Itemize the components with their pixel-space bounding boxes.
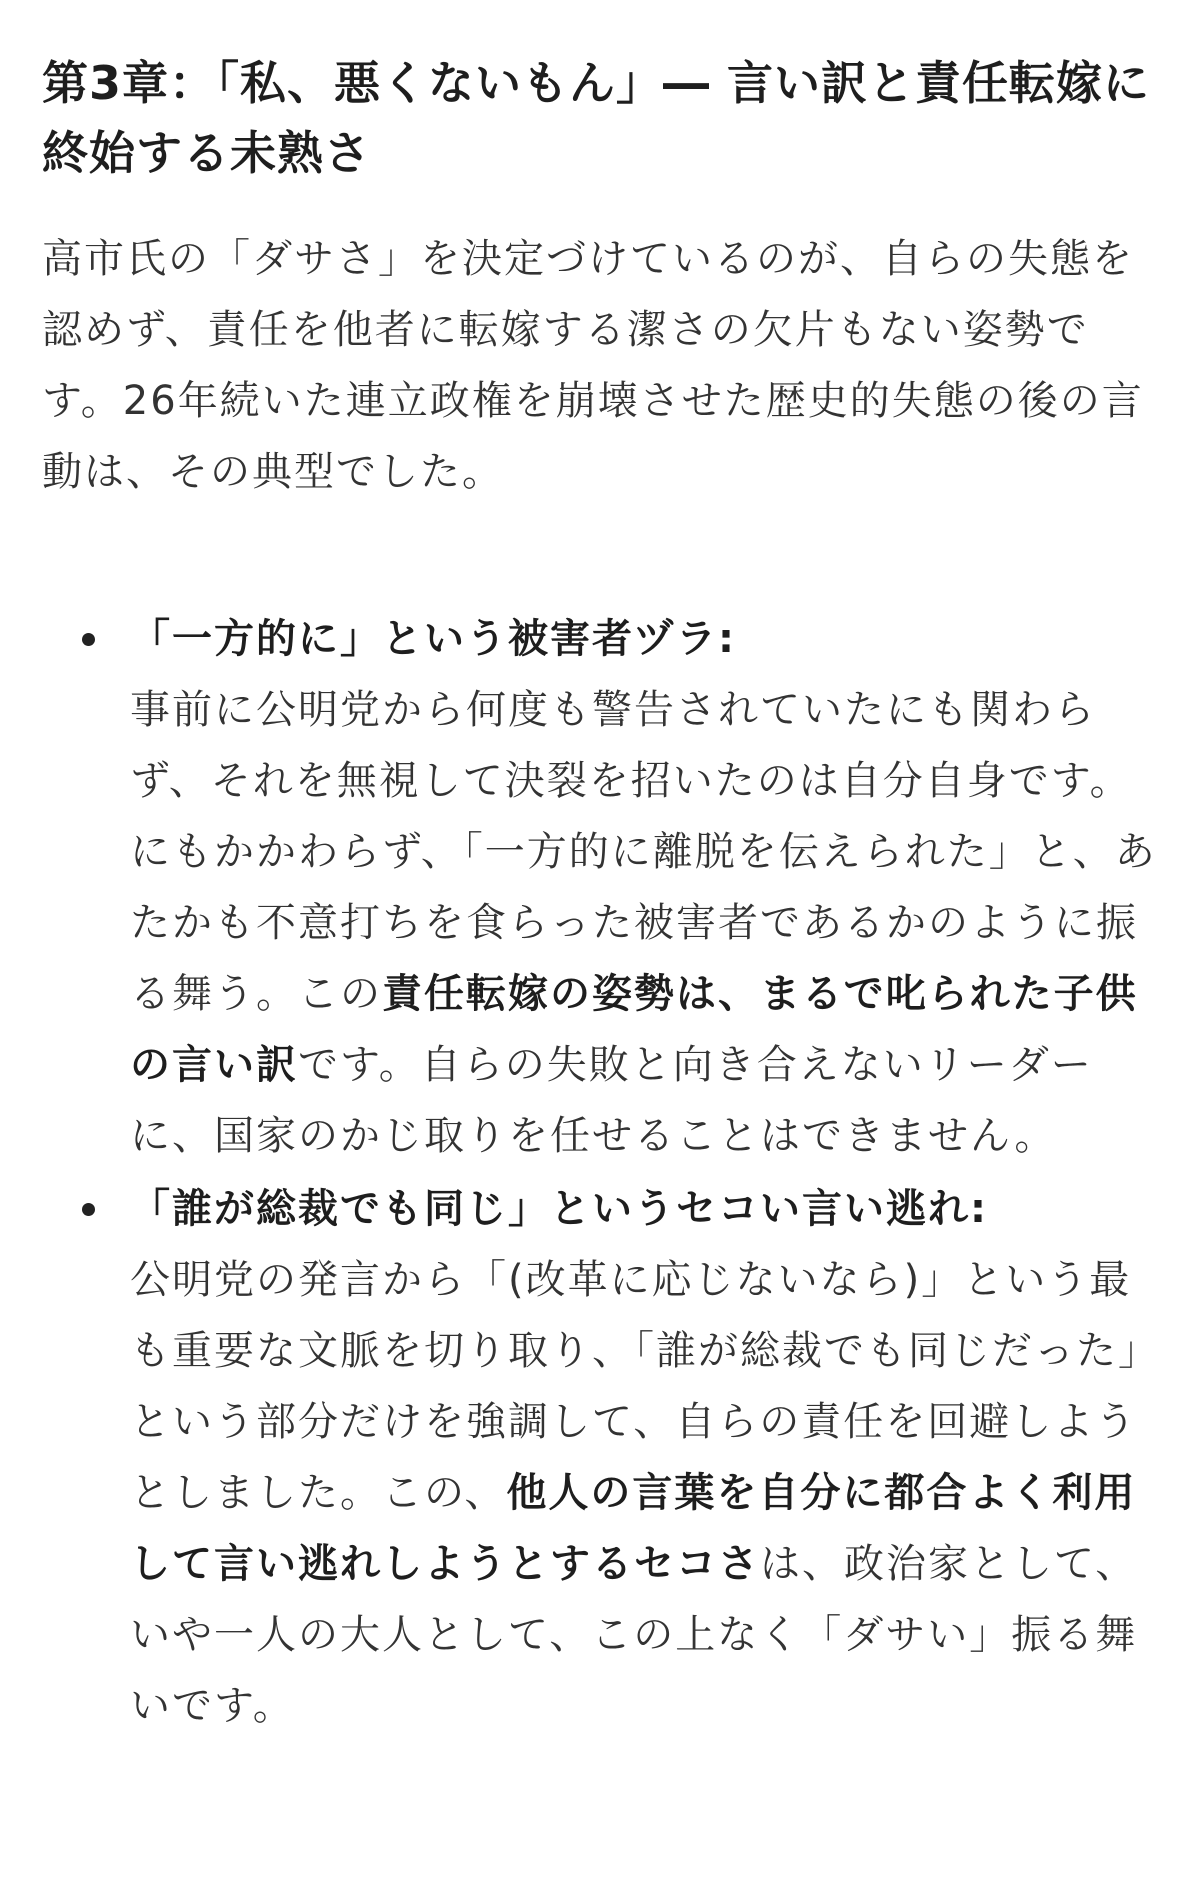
list-item-text: 事前に公明党から何度も警告されていたにも関わらず、それを無視して決裂を招いたのは自分自身です。にもかかわらず、「一方的に離脱を伝えられた」と、あたかも不意打ちを食らった被害者であるかのように振る舞う。この xyxy=(130,687,1157,1017)
bullet-dot-icon xyxy=(82,633,95,646)
list-item-text-after: です。自らの失敗と向き合えないリーダーに、国家のかじ取りを任せることはできません。 xyxy=(130,1042,1093,1159)
list-item-lead: 「誰が総裁でも同じ」というセコい言い逃れ: xyxy=(130,1186,988,1232)
list-item-emphasis: 他人の言葉を自分に都合よく利用して言い逃れしようとするセコさ xyxy=(130,1470,1137,1587)
list-item xyxy=(42,1174,1158,1742)
bullet-list xyxy=(42,604,1158,1742)
list-item-text-after: は、政治家として、いや一人の大人として、この上なく「ダサい」振る舞いです。 xyxy=(130,1541,1138,1729)
list-item-lead: 「一方的に」という被害者ヅラ: xyxy=(130,616,736,662)
bullet-dot-icon xyxy=(82,1203,95,1216)
chapter-title: 第3章：「私、悪くないもん」― 言い訳と責任転嫁に終始する未熟さ xyxy=(42,56,1151,180)
list-item-text: 公明党の発言から「(改革に応じないなら)」という最も重要な文脈を切り取り、「誰が総裁でも同じだった」という部分だけを強調して、自らの責任を回避しようとしました。この、 xyxy=(130,1257,1140,1516)
list-item-emphasis: 責任転嫁の姿勢は、まるで叱られた子供の言い訳 xyxy=(130,971,1138,1088)
list-item xyxy=(42,604,1158,1172)
intro-paragraph: 高市氏の「ダサさ」を決定づけているのが、自らの失態を認めず、責任を他者に転嫁する潔さの欠片もない姿勢です。26年続いた連立政権を崩壊させた歴史的失態の後の言動は、その典型でした。 xyxy=(42,236,1144,495)
